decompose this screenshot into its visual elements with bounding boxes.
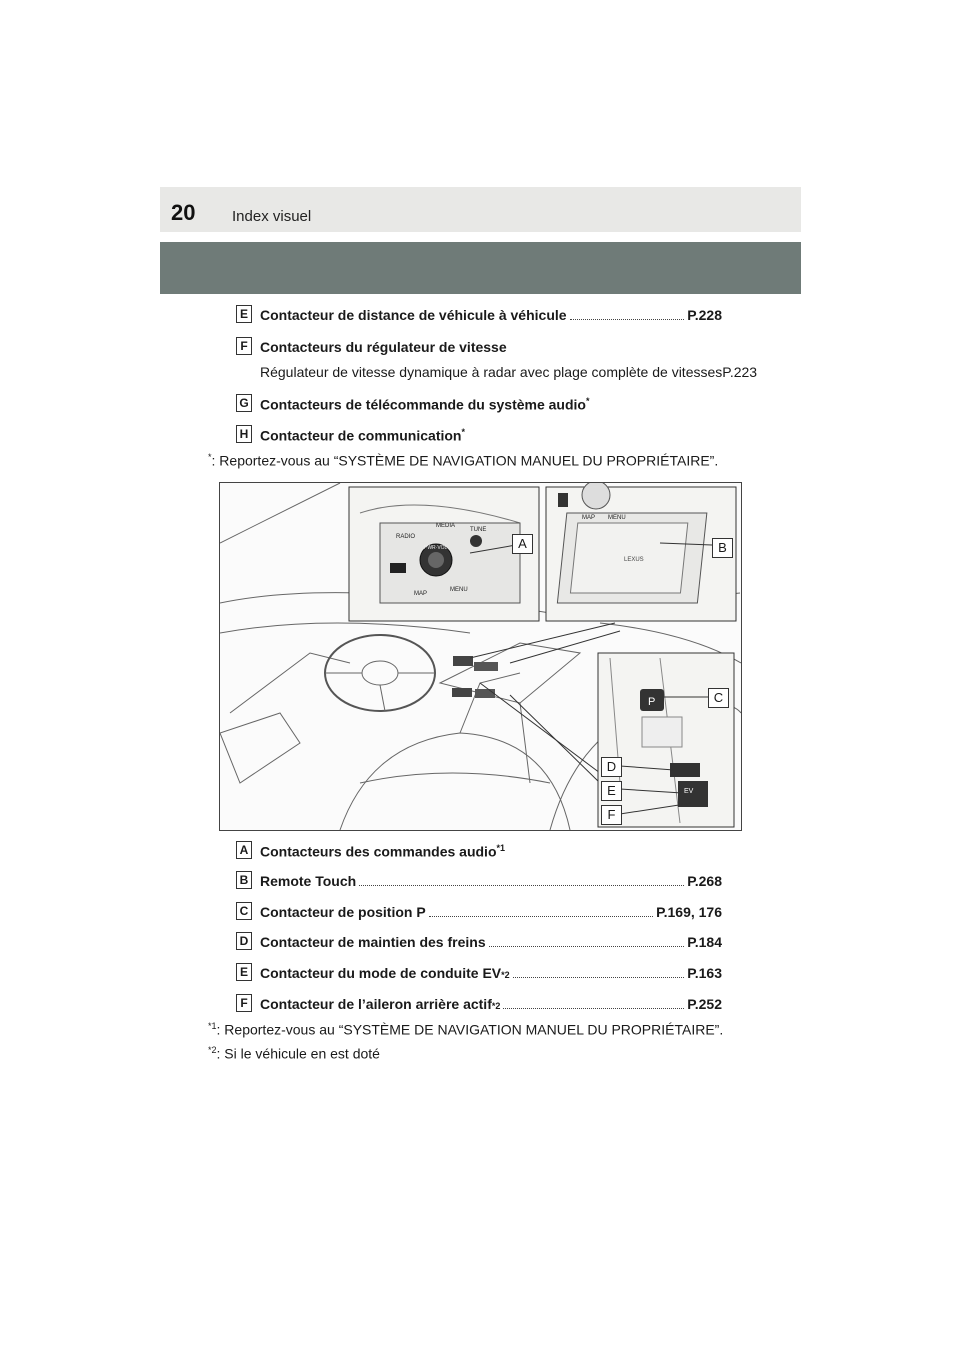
badge: A — [236, 841, 252, 859]
item-label: Contacteur de distance de véhicule à véhicule — [260, 307, 567, 323]
section-bar — [160, 242, 801, 294]
interior-drawing — [220, 483, 741, 830]
item-label: Contacteur de position P — [260, 904, 426, 920]
leader-dots — [513, 977, 685, 978]
badge: B — [236, 871, 252, 889]
badge: H — [236, 425, 252, 443]
menu-label: MENU — [450, 587, 468, 593]
p-button-label: P — [648, 696, 656, 708]
map-label-b: MAP — [582, 515, 596, 521]
leader-dots — [429, 916, 653, 917]
callout-d: D — [601, 757, 622, 777]
badge: E — [236, 963, 252, 981]
page-ref: P.268 — [687, 873, 722, 889]
badge: F — [236, 994, 252, 1012]
inset-audio-controls — [349, 487, 539, 621]
page-ref: P.252 — [687, 996, 722, 1012]
callout-c: C — [708, 688, 729, 708]
item-label: Contacteur de communication — [260, 427, 462, 444]
radio-label: RADIO — [396, 534, 416, 540]
callout-e: E — [601, 781, 622, 801]
footnote-marker: * — [208, 452, 212, 462]
inset-remote-touch — [546, 483, 736, 621]
page-ref: P.223 — [722, 364, 758, 380]
item-label: Contacteurs de télécommande du système audio — [260, 396, 586, 413]
badge: F — [236, 337, 252, 355]
footnote-top — [208, 452, 718, 469]
callout-a: A — [512, 534, 533, 554]
footnote-marker: * — [585, 396, 590, 406]
badge: D — [236, 932, 252, 950]
media-label: MEDIA — [436, 523, 456, 529]
footnote-marker: *2 — [491, 1001, 501, 1011]
footnote-text: : Si le véhicule en est doté — [216, 1045, 380, 1062]
badge: C — [236, 902, 252, 920]
page-title: Index visuel — [232, 208, 312, 225]
page-ref: P.228 — [687, 307, 722, 323]
footnote-marker: *1 — [496, 843, 506, 853]
footnote-marker: *2 — [208, 1045, 217, 1055]
interior-illustration — [219, 482, 742, 831]
footnote-1 — [208, 1021, 723, 1038]
leader-dots — [570, 319, 685, 320]
leader-dots — [489, 946, 685, 947]
ev-button-label: EV — [684, 788, 694, 795]
item-label: Contacteurs des commandes audio — [260, 843, 497, 860]
page-ref: P.169, 176 — [656, 904, 722, 920]
footnote-text: : Reportez-vous au “SYSTÈME DE NAVIGATION MANUEL DU PROPRIÉTAIRE”. — [216, 1021, 724, 1038]
callout-f: F — [601, 805, 622, 825]
page-ref: P.163 — [687, 965, 722, 981]
page-number: 20 — [171, 200, 196, 225]
item-label: Contacteur de maintien des freins — [260, 934, 486, 950]
menu-label-b: MENU — [608, 515, 626, 521]
page-ref: P.184 — [687, 934, 722, 950]
leader-dots — [359, 885, 684, 886]
item-label: Contacteur du mode de conduite EV — [260, 965, 502, 981]
footnote-marker: * — [461, 427, 465, 437]
lexus-logo-text: LEXUS — [624, 557, 644, 563]
sub-item-label: Régulateur de vitesse dynamique à radar avec plage complète de vitesses — [260, 364, 723, 380]
badge: G — [236, 394, 252, 412]
footnote-marker: *1 — [208, 1021, 217, 1031]
item-label: Remote Touch — [260, 873, 357, 889]
footnote-marker: *2 — [501, 970, 510, 980]
item-label: Contacteurs du régulateur de vitesse — [260, 339, 507, 355]
tune-label: TUNE — [470, 527, 487, 533]
badge: E — [236, 305, 252, 323]
item-label: Contacteur de l’aileron arrière actif — [260, 996, 492, 1012]
pwr-vol-label: PWR·VOL — [424, 545, 448, 551]
map-label: MAP — [414, 591, 428, 597]
callout-b: B — [712, 538, 733, 558]
leader-dots — [503, 1008, 684, 1009]
footnote-2 — [208, 1045, 380, 1062]
footnote-text: : Reportez-vous au “SYSTÈME DE NAVIGATION MANUEL DU PROPRIÉTAIRE”. — [211, 452, 719, 469]
